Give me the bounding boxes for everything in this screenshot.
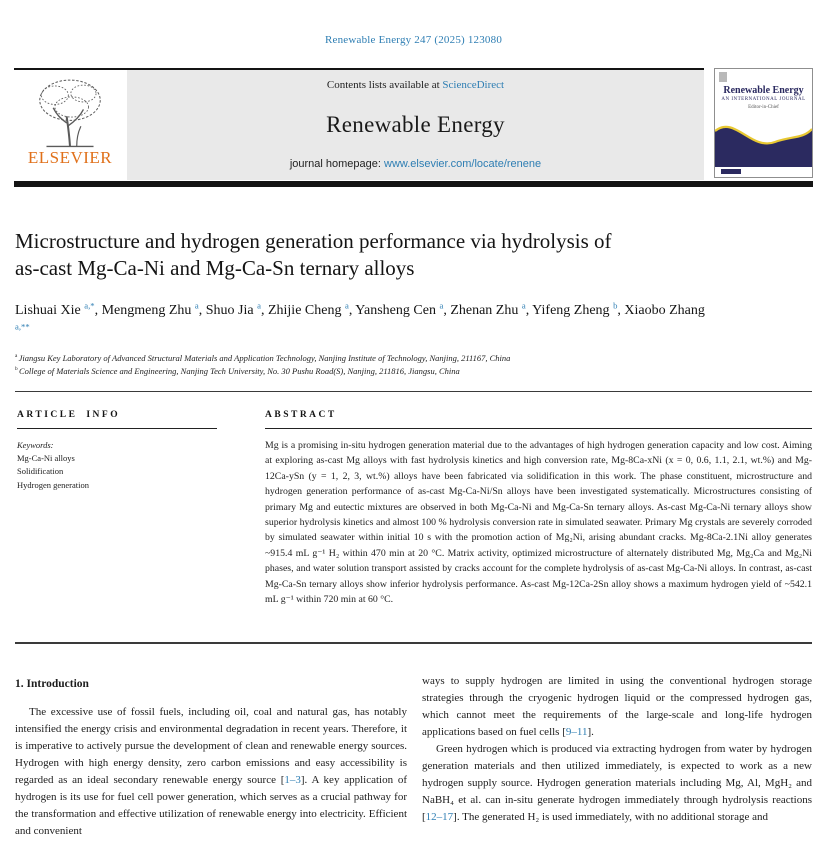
affiliation-a bbox=[15, 352, 805, 365]
text-segment: , Yansheng Cen bbox=[348, 303, 440, 318]
contents-lists-text: Contents lists available at bbox=[326, 79, 443, 91]
journal-cover-thumbnail[interactable] bbox=[714, 68, 813, 178]
author-sup-link[interactable]: a bbox=[344, 300, 349, 311]
elsevier-tree-icon bbox=[28, 74, 112, 150]
text-segment: , Zhijie Cheng bbox=[260, 303, 345, 318]
text-segment: , Yifeng Zheng bbox=[525, 303, 614, 318]
section-divider-top bbox=[15, 391, 812, 392]
keywords-label: Keywords: bbox=[17, 440, 54, 450]
text-segment: b bbox=[15, 366, 19, 373]
article-title-line-2: as-cast Mg-Ca-Ni and Mg-Ca-Sn ternary alloys bbox=[15, 256, 415, 281]
text-segment: ]. The generated H₂ is used immediately, with no additional storage and bbox=[453, 811, 768, 823]
author-sup-link[interactable]: a bbox=[439, 300, 444, 311]
masthead-center-panel bbox=[127, 70, 704, 180]
cover-editor-line: Editor-in-Chief bbox=[748, 105, 779, 110]
article-title-line-1: Microstructure and hydrogen generation performance via hydrolysis of bbox=[15, 229, 612, 253]
introduction-heading: 1. Introduction bbox=[15, 678, 89, 690]
affiliation-b bbox=[15, 365, 805, 378]
journal-homepage-link[interactable]: www.elsevier.com/locate/renene bbox=[384, 158, 542, 170]
cover-bottom-badge bbox=[721, 169, 741, 174]
section-divider-bottom bbox=[15, 642, 812, 644]
text-segment: , Shuo Jia bbox=[198, 303, 258, 318]
text-segment: , Zhenan Zhu bbox=[443, 303, 522, 318]
author-sup-link[interactable]: a bbox=[257, 300, 261, 311]
text-segment: , Xiaobo Zhang bbox=[617, 303, 705, 318]
abstract-heading: ABSTRACT bbox=[265, 410, 812, 429]
affiliations bbox=[15, 352, 805, 378]
article-info-section bbox=[17, 410, 217, 492]
journal-title: Renewable Energy bbox=[326, 111, 505, 137]
masthead-bottom-rule bbox=[14, 181, 813, 187]
text-segment: ways to supply hydrogen are limited in using the conventional hydrogen storage strategies through the cryogenic hydrogen liquid or the compressed hydrogen gas, which cannot meet the requirements of the large-scale and long-life hydrogen applications based on fuel cells [ bbox=[422, 675, 812, 738]
elsevier-wordmark: ELSEVIER bbox=[27, 148, 113, 167]
text-segment: a bbox=[15, 353, 19, 360]
keyword-item: Hydrogen generation bbox=[17, 479, 89, 490]
article-title bbox=[15, 228, 795, 283]
keyword-item: Solidification bbox=[17, 466, 64, 477]
author-sup-link[interactable]: b bbox=[613, 300, 618, 311]
text-segment: Green hydrogen which is produced via extracting hydrogen from water by hydrogen generation materials and then utilized immediately, is expected to work as a new hydrogen supply source. Hydrogen generation materials including Mg, Al, MgH₂ and NaBH₄ et al. can in-situ generate hydrogen immediately through hydrolysis reactions [ bbox=[422, 743, 812, 823]
text-segment: Jiangsu Key Laboratory of Advanced Structural Materials and Application Technology, Nanjing Institute of Technology, Nanjing, 211167, China bbox=[18, 353, 511, 363]
journal-reference: Renewable Energy 247 (2025) 123080 bbox=[324, 34, 503, 46]
author-sup-link[interactable]: a bbox=[521, 300, 526, 311]
journal-masthead bbox=[14, 68, 813, 187]
introduction-paragraph bbox=[15, 704, 407, 840]
text-segment: , Mengmeng Zhu bbox=[94, 303, 195, 318]
author-list bbox=[15, 300, 715, 342]
body-paragraph bbox=[422, 673, 812, 741]
keyword-item: Mg-Ca-Ni alloys bbox=[17, 453, 75, 464]
body-paragraph bbox=[422, 741, 812, 826]
author-sup-link[interactable]: a,** bbox=[15, 321, 30, 332]
abstract-text: Mg is a promising in-situ hydrogen generation material due to the advantages of high hydrogen generation capacity and low cost. Aiming at exploring as-cast Mg alloys with fast hydrolysis kinetics and high conversion rate, Mg-8Ca-xNi (x = 0, 0.6, 1.1, 2.1, wt.%) and Mg-12Ca-ySn (y = 1, 2, 3, wt.%) alloys have been fabricated via solidification in this work. The phase constituent, microstructure and hydrogen generation performance of as-cast Mg-Ca-Ni/Sn alloys have been investigated systematically. Microstructures consisting of primary Mg and eutectic mixtures are observed in both Mg-Ca-Ni and Mg-Ca-Sn ternary alloys. As-cast Mg-Ca-Ni ternary alloys show superior hydrolysis kinetics and almost 100 % hydrolysis conversion rate in simulated seawater. Primary Mg crystals are severely corroded by simulated seawater within initial 10 s with the promotion action of Mg₂Ni, arising abundant cracks. Mg-8Ca-2.1Ni alloy generates ~915.4 mL g⁻¹ H₂ within 470 min at 20 °C. Matrix activity, optimized microstructure of alternately distributed Mg, Mg₂Ca and Mg₂Ni phases, and water solution transport assisted by cracks account for the complete hydrolysis of as-cast Mg-Ca-Ni alloys. In contrast, as-cast Mg-Ca-Sn ternary alloys show inferior hydrolysis performance. As-cast Mg-12Ca-2Sn alloy shows a maximum hydrogen yield of ~542.1 mL g⁻¹ within 720 min at 60 °C. bbox=[265, 440, 812, 606]
cover-publisher-mark-icon bbox=[719, 72, 727, 82]
author-sup-link[interactable]: a bbox=[194, 300, 199, 311]
cover-wave-art bbox=[715, 109, 812, 167]
elsevier-logo[interactable] bbox=[14, 72, 126, 180]
text-segment: ]. A key application of hydrogen is its use for fuel cell power generation, which serves as a crucial pathway for the transformation and effective utilization of renewable energy into electricity. Efficient and convenient bbox=[15, 774, 408, 837]
citation-link[interactable]: 12–17 bbox=[425, 811, 454, 823]
body-column-right bbox=[422, 673, 812, 826]
contents-lists-line bbox=[327, 79, 504, 91]
text-segment: The excessive use of fossil fuels, including oil, coal and natural gas, has notably intensified the energy crisis and environmental degradation in recent years. Therefore, it is imperative to actively pursue the development of clean and renewable energy sources. Hydrogen with high energy density, zero carbon emissions and easy accessibility is regarded as an ideal secondary renewable energy source [ bbox=[15, 706, 407, 786]
abstract-section bbox=[265, 410, 812, 607]
text-segment: College of Materials Science and Engineering, Nanjing Tech University, No. 30 Pushu Road(S), Nanjing, 211816, Jiangsu, China bbox=[18, 366, 460, 377]
sciencedirect-link[interactable]: ScienceDirect bbox=[442, 79, 505, 91]
article-info-heading: ARTICLE INFO bbox=[17, 410, 217, 429]
body-column-left bbox=[15, 678, 407, 840]
text-segment: Lishuai Xie bbox=[15, 303, 85, 318]
homepage-label: journal homepage: bbox=[289, 158, 385, 170]
cover-journal-title: Renewable Energy bbox=[723, 85, 804, 96]
text-segment: ]. bbox=[587, 726, 594, 738]
citation-link[interactable]: 1–3 bbox=[284, 774, 301, 786]
citation-link[interactable]: 9–11 bbox=[565, 726, 588, 738]
author-sup-link[interactable]: a,* bbox=[84, 300, 95, 311]
journal-homepage-line bbox=[290, 158, 541, 170]
cover-journal-subtitle: AN INTERNATIONAL JOURNAL bbox=[721, 97, 806, 102]
